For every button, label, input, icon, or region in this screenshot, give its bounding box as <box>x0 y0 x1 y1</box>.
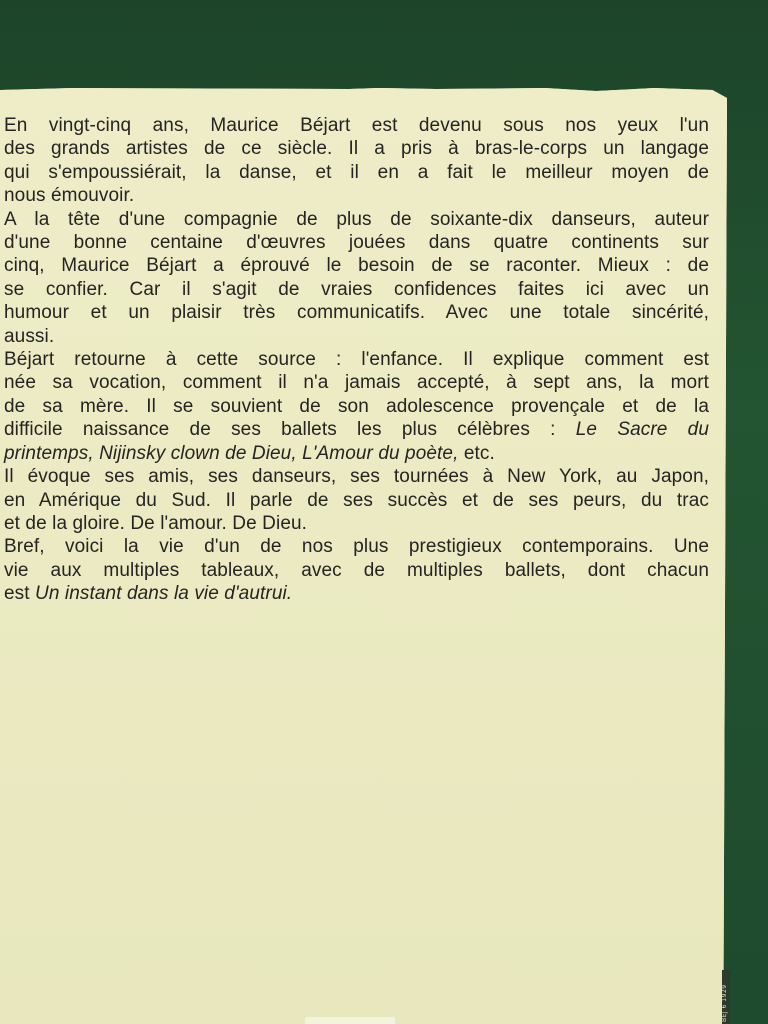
ballet-title: Le Sacre du <box>575 419 710 441</box>
text-segment: difficile naissance de ses ballets les plus célèbres : <box>4 419 556 441</box>
text-line: vie aux multiples tableaux, avec de multiples ballets, dont chacun <box>4 559 709 581</box>
text-line: en Amérique du Sud. Il parle de ses succès et de ses peurs, du trac <box>4 489 709 511</box>
book-title: Un instant dans la vie d'autrui. <box>35 583 293 605</box>
text-line: humour et un plaisir très communicatifs. Avec une totale sincérité, <box>4 302 709 324</box>
text-line: se confier. Car il s'agit de vraies confidences faites ici avec un <box>4 278 709 300</box>
text-line: Béjart retourne à cette source : l'enfance. Il explique comment est <box>4 349 709 371</box>
text-line: aussi. <box>4 325 55 347</box>
text-line <box>4 442 709 465</box>
text-line: nous émouvoir. <box>4 185 135 207</box>
paragraph-3 <box>4 348 709 465</box>
text-line: En vingt-cinq ans, Maurice Béjart est devenu sous nos yeux l'un <box>4 115 709 136</box>
text-line: des grands artistes de ce siècle. Il a pris à bras-le-corps un langage <box>4 138 709 160</box>
spine-code: BEJ 6 1929 <box>721 984 728 1022</box>
text-line: d'une bonne centaine d'œuvres jouées dans quatre continents sur <box>4 232 709 254</box>
text-line: Bref, voici la vie d'un de nos plus prestigieux contemporains. Une <box>4 536 709 558</box>
text-line: et de la gloire. De l'amour. De Dieu. <box>4 512 308 534</box>
text-line: née sa vocation, comment il n'a jamais accepté, à sept ans, la mort <box>4 372 709 394</box>
text-segment: est <box>4 583 30 605</box>
paragraph-2 <box>4 208 709 348</box>
paragraph-5 <box>4 535 709 605</box>
text-line: Il évoque ses amis, ses danseurs, ses tournées à New York, au Japon, <box>4 466 709 488</box>
ballet-titles: printemps, Nijinsky clown de Dieu, L'Amour du poète, <box>4 442 459 464</box>
paper-tab <box>305 1017 395 1024</box>
text-line <box>4 418 709 441</box>
paragraph-4 <box>4 465 709 535</box>
paragraph-1 <box>4 114 709 208</box>
back-cover-text <box>4 114 709 606</box>
text-segment: etc. <box>463 442 495 464</box>
text-line: qui s'empoussiérait, la danse, et il en a fait le meilleur moyen de <box>4 161 709 183</box>
text-line: cinq, Maurice Béjart a éprouvé le besoin de se raconter. Mieux : de <box>4 255 709 277</box>
text-line: de sa mère. Il se souvient de son adolescence provençale et de la <box>4 395 709 417</box>
text-line <box>4 582 709 605</box>
text-line: A la tête d'une compagnie de plus de soixante-dix danseurs, auteur <box>4 208 709 230</box>
